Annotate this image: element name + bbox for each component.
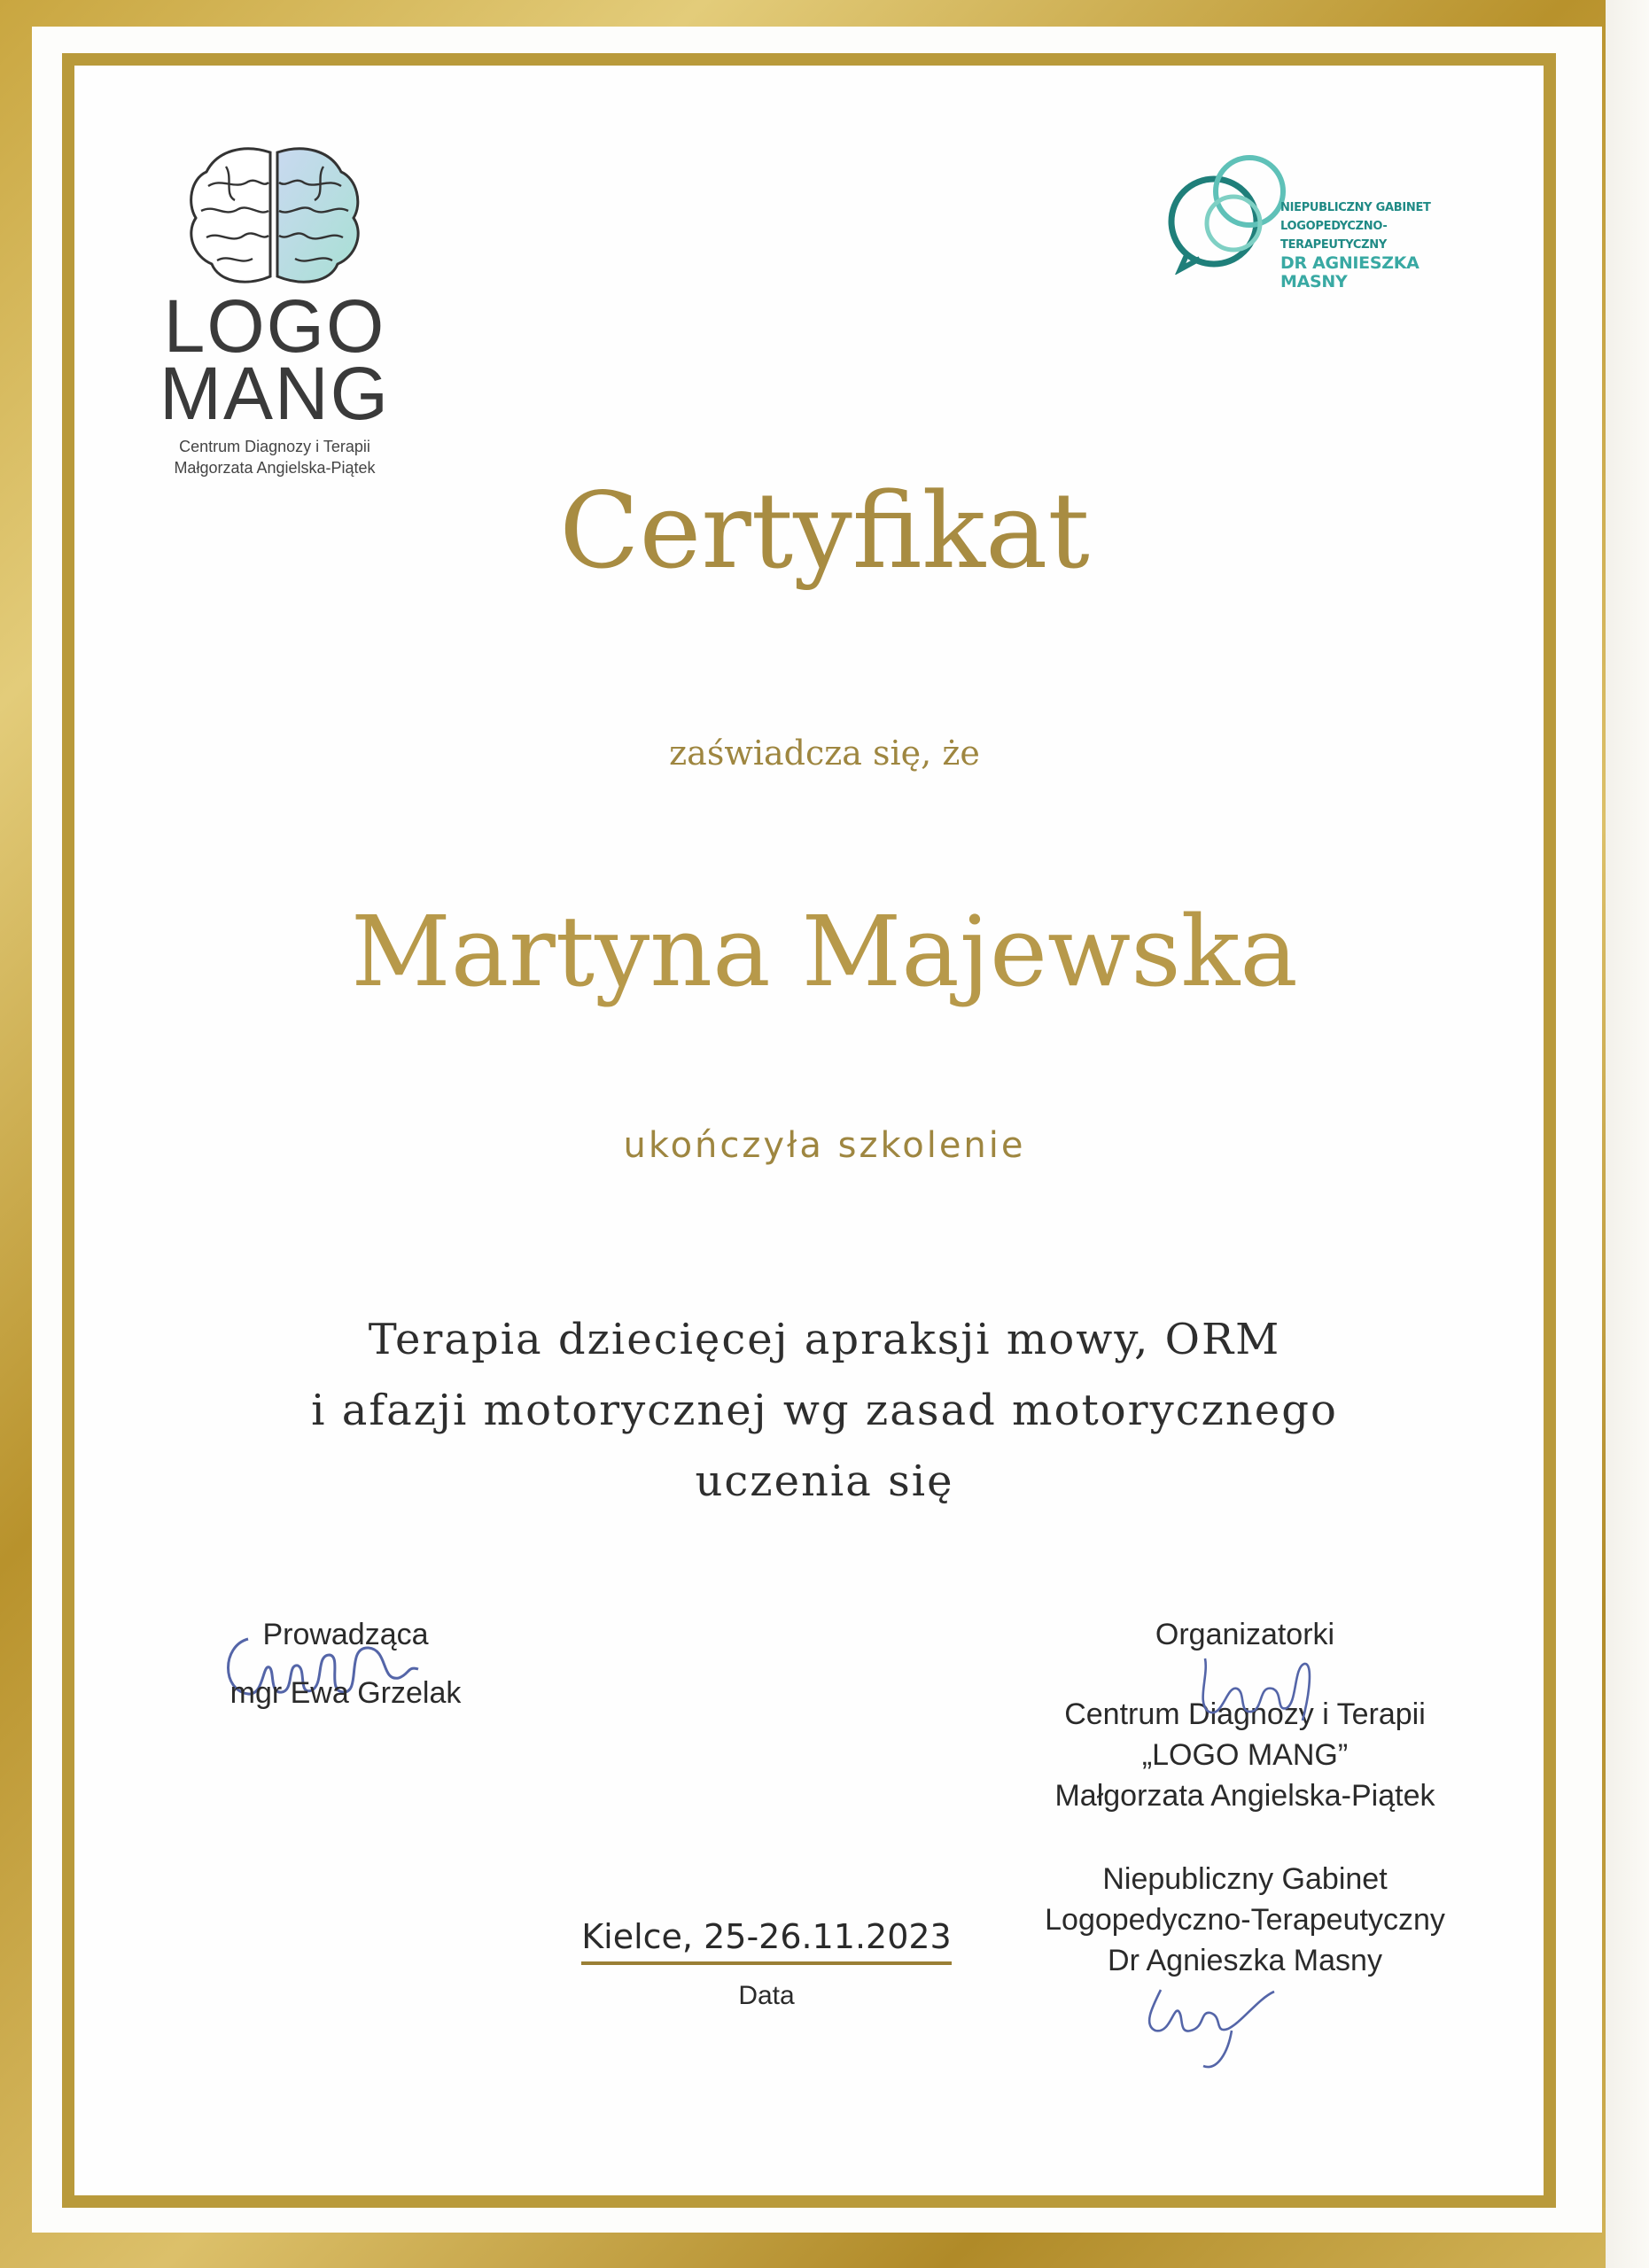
course-line: Terapia dziecięcej apraksji mowy, ORM: [368, 1315, 1281, 1364]
brain-icon: [182, 142, 368, 292]
date-value: Kielce, 25-26.11.2023: [581, 1917, 951, 1965]
org1-line: „LOGO MANG”: [1141, 1738, 1349, 1772]
date-block: [567, 1917, 966, 2011]
logo-word-2: MANG: [159, 352, 390, 435]
organizers-label: Organizatorki: [1155, 1618, 1335, 1651]
handwritten-signature: [1187, 1650, 1320, 1729]
org2-line: Logopedyczno-Terapeutyczny: [1045, 1903, 1445, 1937]
date-label: Data: [738, 1981, 795, 2010]
instructor-label: Prowadząca: [262, 1618, 429, 1651]
certificate-title: Certyfikat: [559, 470, 1090, 592]
logo-right-line-2: LOGOPEDYCZNO-TERAPEUTYCZNY: [1280, 220, 1388, 252]
logo-right-line-3: DR AGNIESZKA MASNY: [1280, 253, 1420, 291]
instructor-signature-block: [177, 1614, 514, 1713]
course-line: uczenia się: [695, 1456, 954, 1506]
org2-line: Dr Agnieszka Masny: [1108, 1944, 1382, 1977]
handwritten-signature: [1125, 1972, 1294, 2078]
logo-subtitle-2: Małgorzata Angielska-Piątek: [174, 459, 376, 477]
org1-line: Małgorzata Angielska-Piątek: [1054, 1779, 1435, 1813]
logo-right-line-1: NIEPUBLICZNY GABINET: [1280, 201, 1431, 214]
org1-line: Centrum Diagnozy i Terapii: [1064, 1697, 1426, 1731]
organizers-block: [992, 1614, 1497, 2078]
speech-bubbles-icon: [1161, 142, 1294, 275]
org2-line: Niepubliczny Gabinet: [1102, 1862, 1388, 1896]
logo-mang: [142, 142, 408, 478]
logo-subtitle-1: Centrum Diagnozy i Terapii: [179, 438, 370, 455]
completed-text: ukończyła szkolenie: [623, 1125, 1026, 1166]
logo-word-1: LOGO: [163, 284, 386, 368]
instructor-name: mgr Ewa Grzelak: [229, 1676, 462, 1710]
intro-text: zaświadcza się, że: [669, 734, 980, 773]
course-line: i afazji motorycznej wg zasad motorycznego: [311, 1386, 1338, 1435]
logo-gabinet: [1161, 142, 1480, 291]
recipient-name: Martyna Majewska: [351, 895, 1298, 1008]
course-title: [0, 1304, 1649, 1517]
